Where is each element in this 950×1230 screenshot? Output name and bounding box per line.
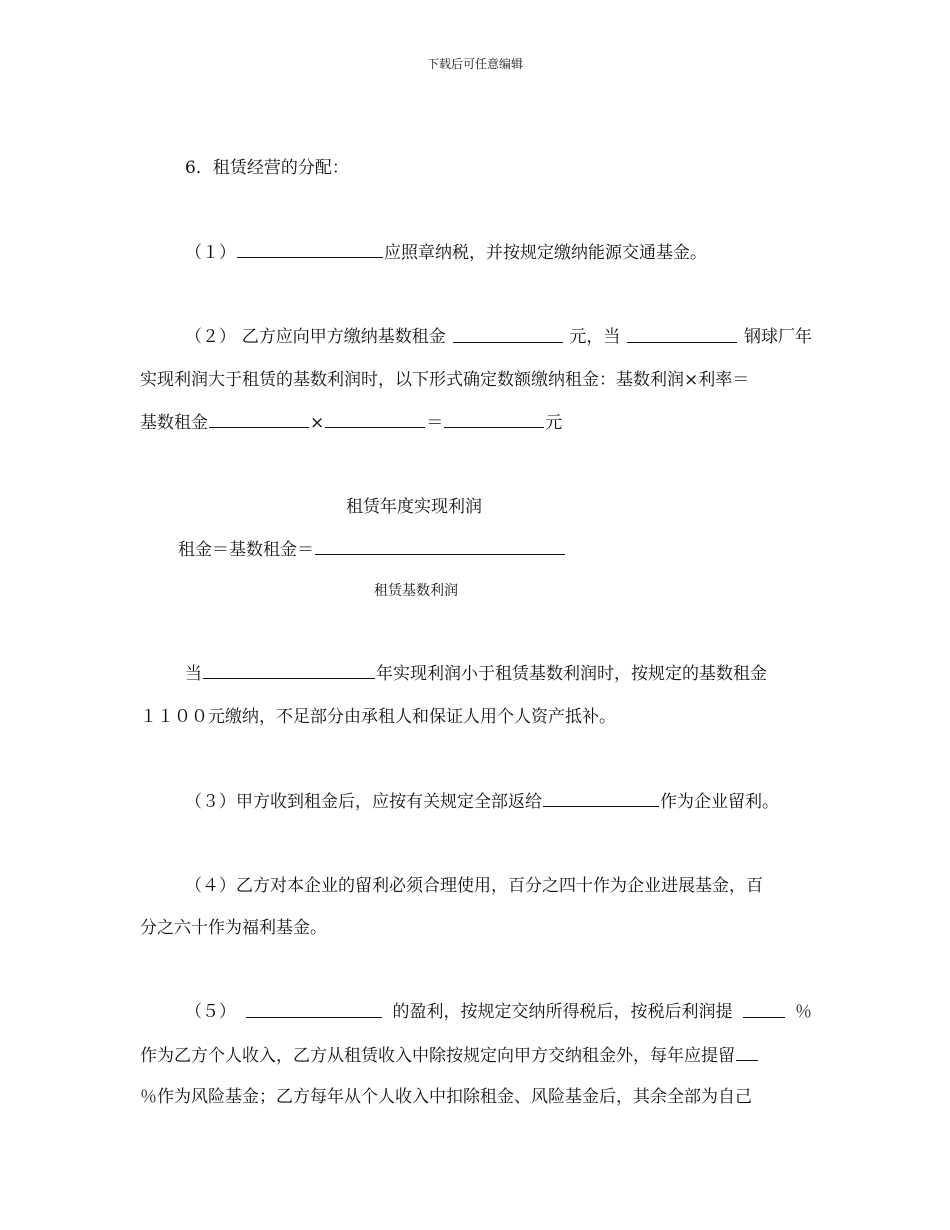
blank-field[interactable] <box>453 326 563 343</box>
clause-5-number: （５） <box>185 1002 236 1022</box>
clause-2-text-c: 钢球厂年 <box>743 327 812 347</box>
clause-5-line-1 <box>185 1001 812 1023</box>
clause-4-line-2: 分之六十作为福利基金。 <box>140 918 327 938</box>
when-text-a: 当 <box>185 664 202 684</box>
clause-2-line-1 <box>185 326 812 348</box>
blank-field[interactable] <box>209 411 309 428</box>
clause-2-text-a: 乙方应向甲方缴纳基数租金 <box>241 327 446 347</box>
fraction-bar-blank[interactable] <box>315 538 565 555</box>
percent-sign: ％ <box>795 1002 812 1022</box>
when-text-b: 年实现利润小于租赁基数利润时，按规定的基数租金 <box>376 664 767 684</box>
clause-5-text-b: 作为乙方个人收入，乙方从租赁收入中除按规定向甲方交纳租金外，每年应提留 <box>140 1046 735 1066</box>
clause-5-line-2 <box>140 1044 812 1067</box>
clause-5-line-3: ％作为风险基金；乙方每年从个人收入中扣除租金、风险基金后，其余全部为自己 <box>140 1087 752 1107</box>
clause-2-number: （２） <box>185 327 236 347</box>
clause-3-text-b: 作为企业留利。 <box>660 792 779 812</box>
clause-2-line-3 <box>140 411 812 434</box>
blank-field[interactable] <box>246 1001 382 1018</box>
blank-field[interactable] <box>444 411 544 428</box>
blank-field[interactable] <box>743 1001 785 1018</box>
header-note: 下载后可任意编辑 <box>426 57 523 71</box>
equals-sign: ＝ <box>426 413 444 433</box>
clause-2-text-b: 元，当 <box>569 327 621 347</box>
clause-3 <box>185 790 812 813</box>
clause-3-number: （３） <box>185 792 236 812</box>
blank-field[interactable] <box>325 411 425 428</box>
times-sign: × <box>310 413 325 433</box>
formula-lhs: 租金＝基数租金＝ <box>178 540 314 560</box>
clause-1-text: 应照章纳税，并按规定缴纳能源交通基金。 <box>384 243 707 263</box>
clause-1 <box>185 241 812 264</box>
clause-2-base-rent: 基数租金 <box>140 413 208 433</box>
when-clause-line-1 <box>185 662 812 685</box>
blank-field[interactable] <box>627 326 737 343</box>
blank-field[interactable] <box>237 241 383 258</box>
clause-2-line-2: 实现利润大于租赁的基数利润时，以下形式确定数额缴纳租金：基数利润×利率＝ <box>140 370 750 390</box>
clause-5-text-a: 的盈利，按规定交纳所得税后，按税后利润提 <box>392 1002 733 1022</box>
formula-denominator: 租赁基数利润 <box>374 583 458 599</box>
section-6-title: 6．租赁经营的分配： <box>185 158 349 178</box>
formula-numerator: 租赁年度实现利润 <box>346 497 482 517</box>
blank-field[interactable] <box>203 662 375 679</box>
clause-4-number: （４） <box>185 876 236 896</box>
yuan-unit: 元 <box>545 413 563 433</box>
blank-field[interactable] <box>543 790 659 807</box>
clause-4-line-1 <box>185 875 812 897</box>
when-clause-line-2: １１００元缴纳，不足部分由承租人和保证人用个人资产抵补。 <box>140 707 616 727</box>
formula-line <box>178 538 566 561</box>
clause-3-text-a: 甲方收到租金后，应按有关规定全部返给 <box>236 792 542 812</box>
clause-4-text: 乙方对本企业的留利必须合理使用，百分之四十作为企业进展基金，百 <box>236 876 763 896</box>
blank-field[interactable] <box>736 1044 758 1061</box>
clause-1-number: （１） <box>185 243 236 263</box>
